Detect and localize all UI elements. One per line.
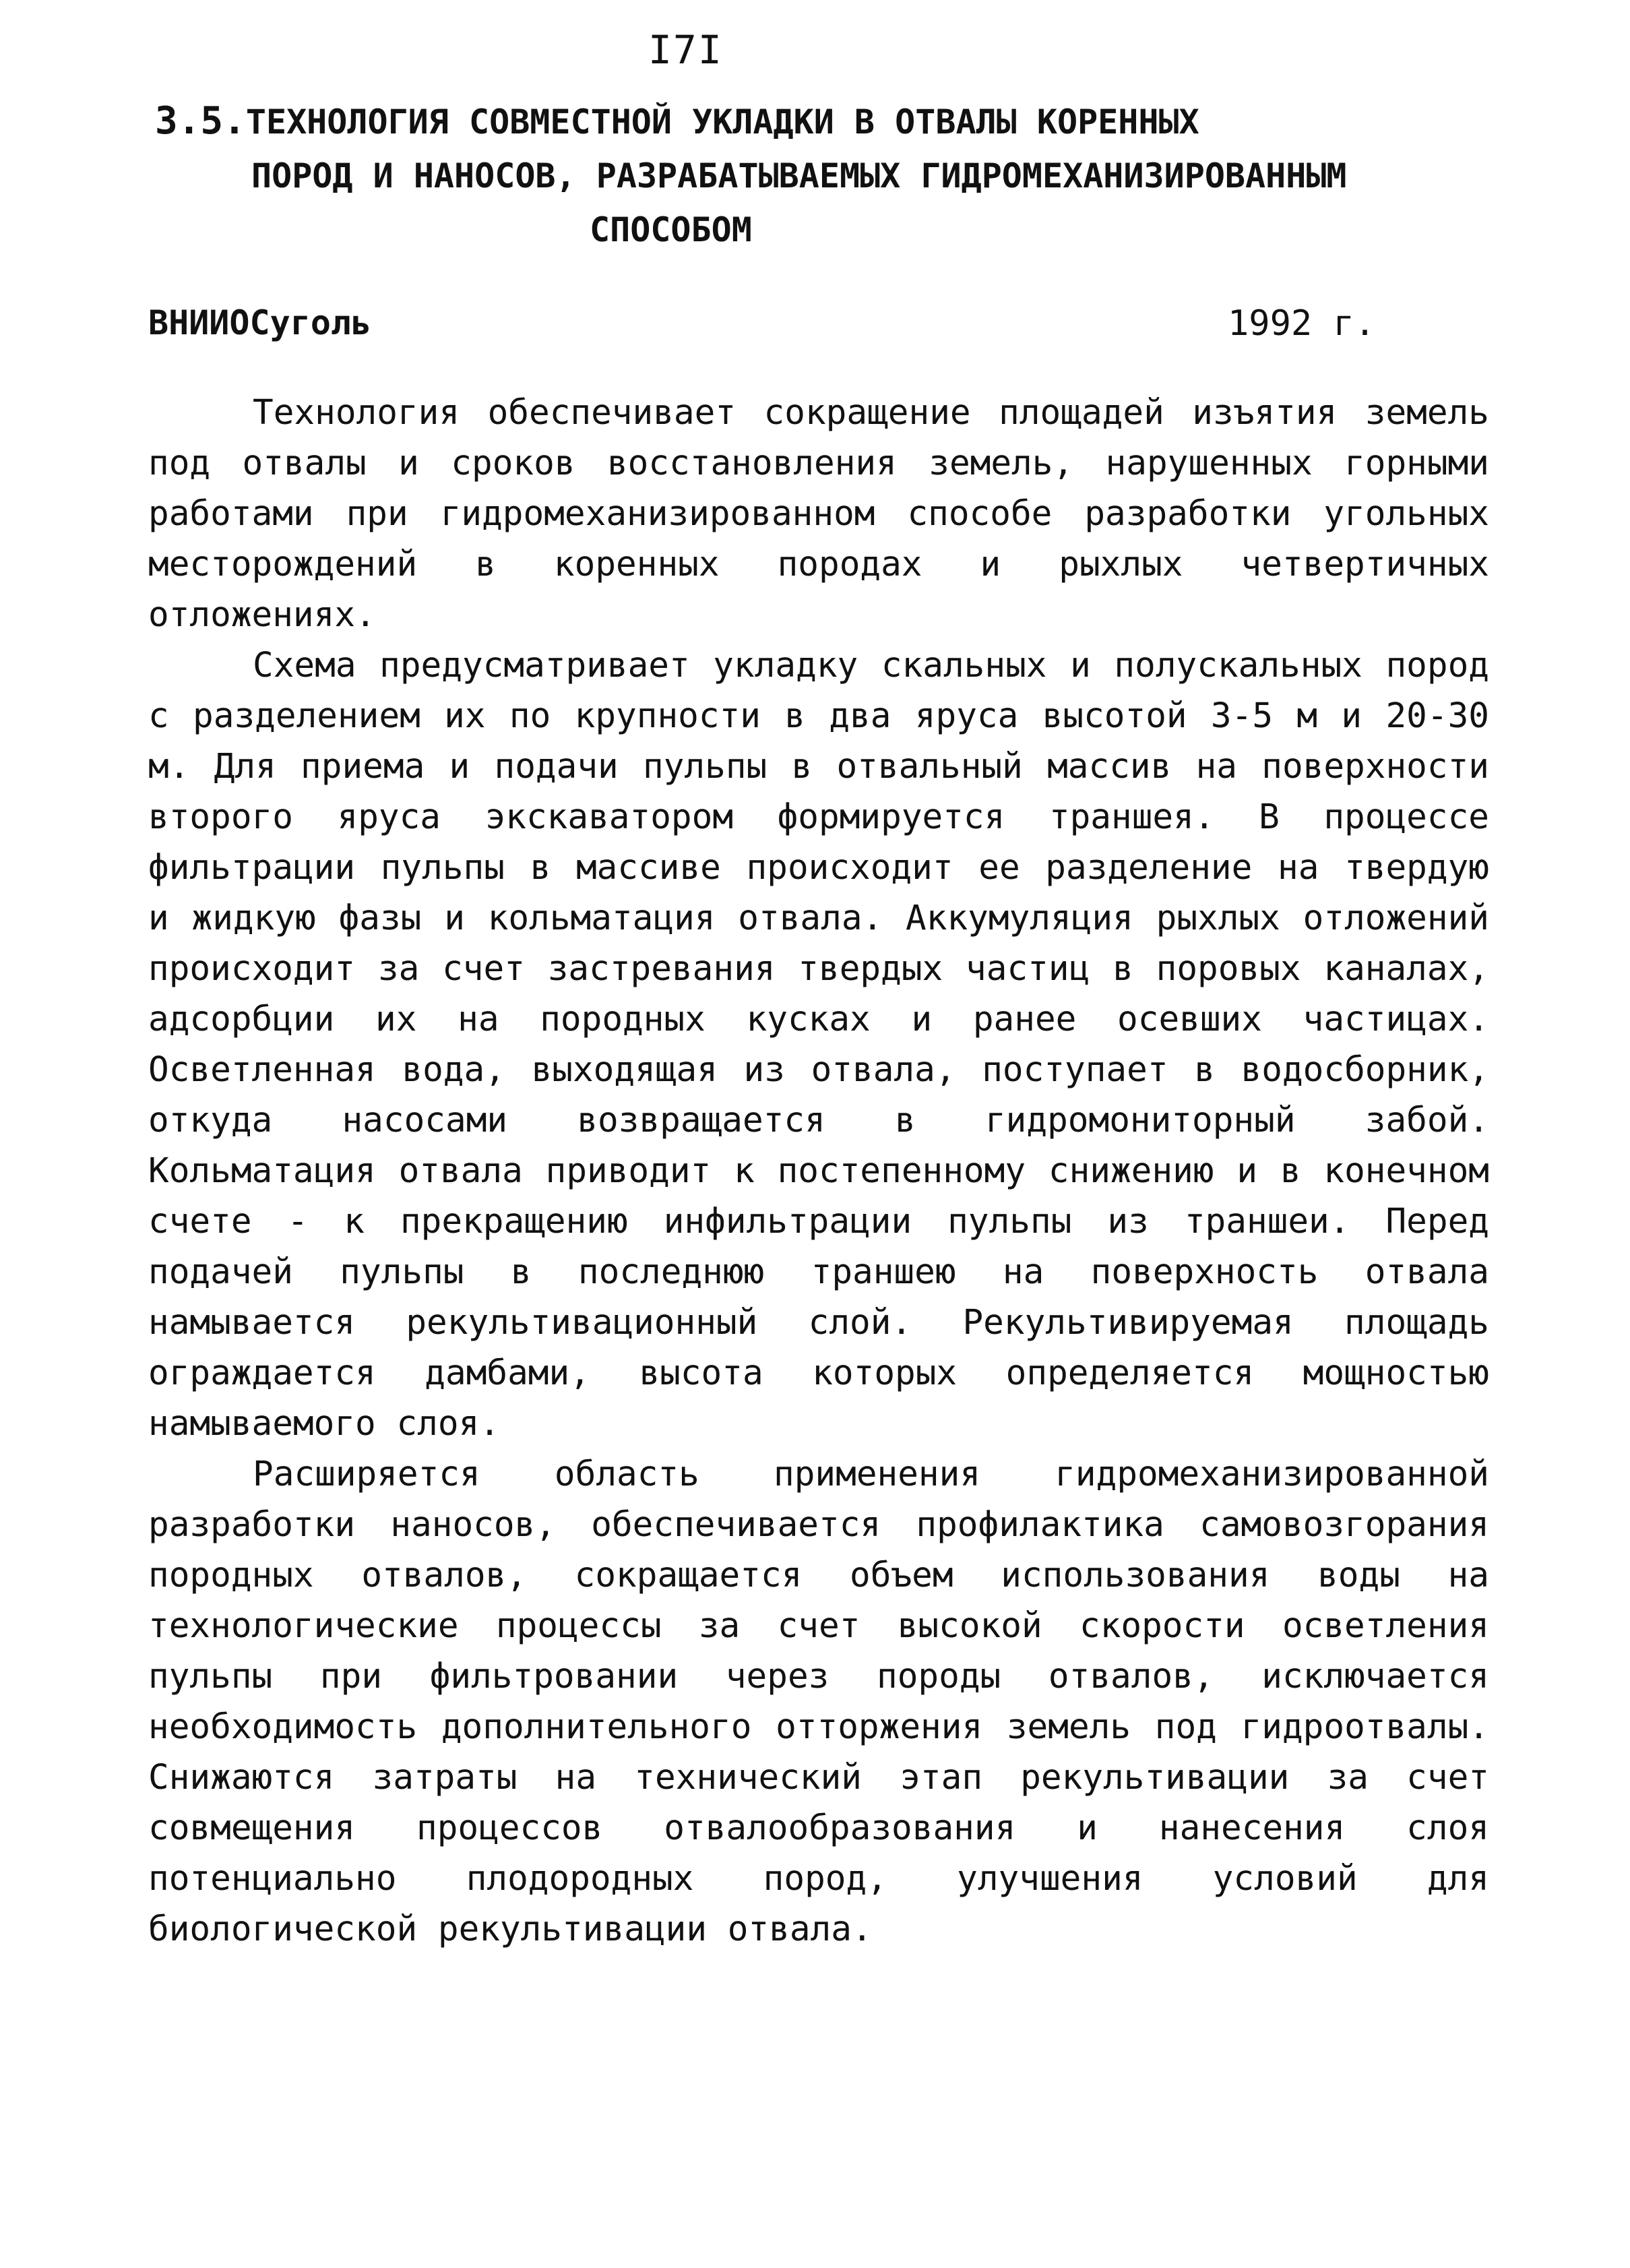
page-number: I7I [648,27,723,73]
section-title-line-3: СПОСОБОМ [590,210,752,249]
section-heading [155,94,1503,257]
paragraph-3: Расширяется область применения гидромеханизированной разработки наносов, обеспечивается профилактика самовозгорания породных отвалов, сокращается объем использования воды на технологические процессы за счет высокой скорости осветления пульпы при фильтровании через породы отвалов, исключается необходимость дополнительного отторжения земель под гидроотвалы. Снижаются затраты на технический этап рекультивации за счет совмещения процессов отвалообразования и нанесения слоя потенциально плодородных пород, улучшения условий для биологической рекультивации отвала. [148,1454,1489,1949]
body-text [148,388,1489,1955]
section-title-line-1: ТЕХНОЛОГИЯ СОВМЕСТНОЙ УКЛАДКИ В ОТВАЛЫ КОРЕННЫХ [245,102,1199,142]
section-number: 3.5. [155,99,246,143]
section-heading-line-1 [155,94,1503,149]
paragraph-2: Схема предусматривает укладку скальных и полускальных пород с разделением их по крупности в два яруса высотой 3-5 м и 20-30 м. Для приема и подачи пульпы в отвальный массив на поверхности второго яруса экскаватором формируется траншея. В процессе фильтрации пульпы в массиве происходит ее разделение на твердую и жидкую фазы и кольматация отвала. Аккумуляция рыхлых отложений происходит за счет застревания твердых частиц в поровых каналах, адсорбции их на породных кусках и ранее осевших частицах. Осветленная вода, выходящая из отвала, поступает в водосборник, откуда насосами возвращается в гидромониторный забой. Кольматация отвала приводит к постепенному снижению и в конечном счете - к прекращению инфильтрации пульпы из траншеи. Перед подачей пульпы в последнюю траншею на поверхность отвала намывается рекультивационный слой. Рекультивируемая площадь ограждается дамбами, высота которых определяется мощностью намываемого слоя. [148,646,1489,1444]
paragraph-1: Технология обеспечивает сокращение площадей изъятия земель под отвалы и сроков восстановления земель, нарушенных горными работами при гидромеханизированном способе разработки угольных месторождений в коренных породах и рыхлых четвертичных отложениях. [148,393,1489,635]
publication-year: 1992 г. [1228,303,1376,344]
organization-name: ВНИИОСуголь [148,303,372,342]
section-title-line-2: ПОРОД И НАНОСОВ, РАЗРАБАТЫВАЕМЫХ ГИДРОМЕХАНИЗИРОВАННЫМ [251,156,1347,195]
